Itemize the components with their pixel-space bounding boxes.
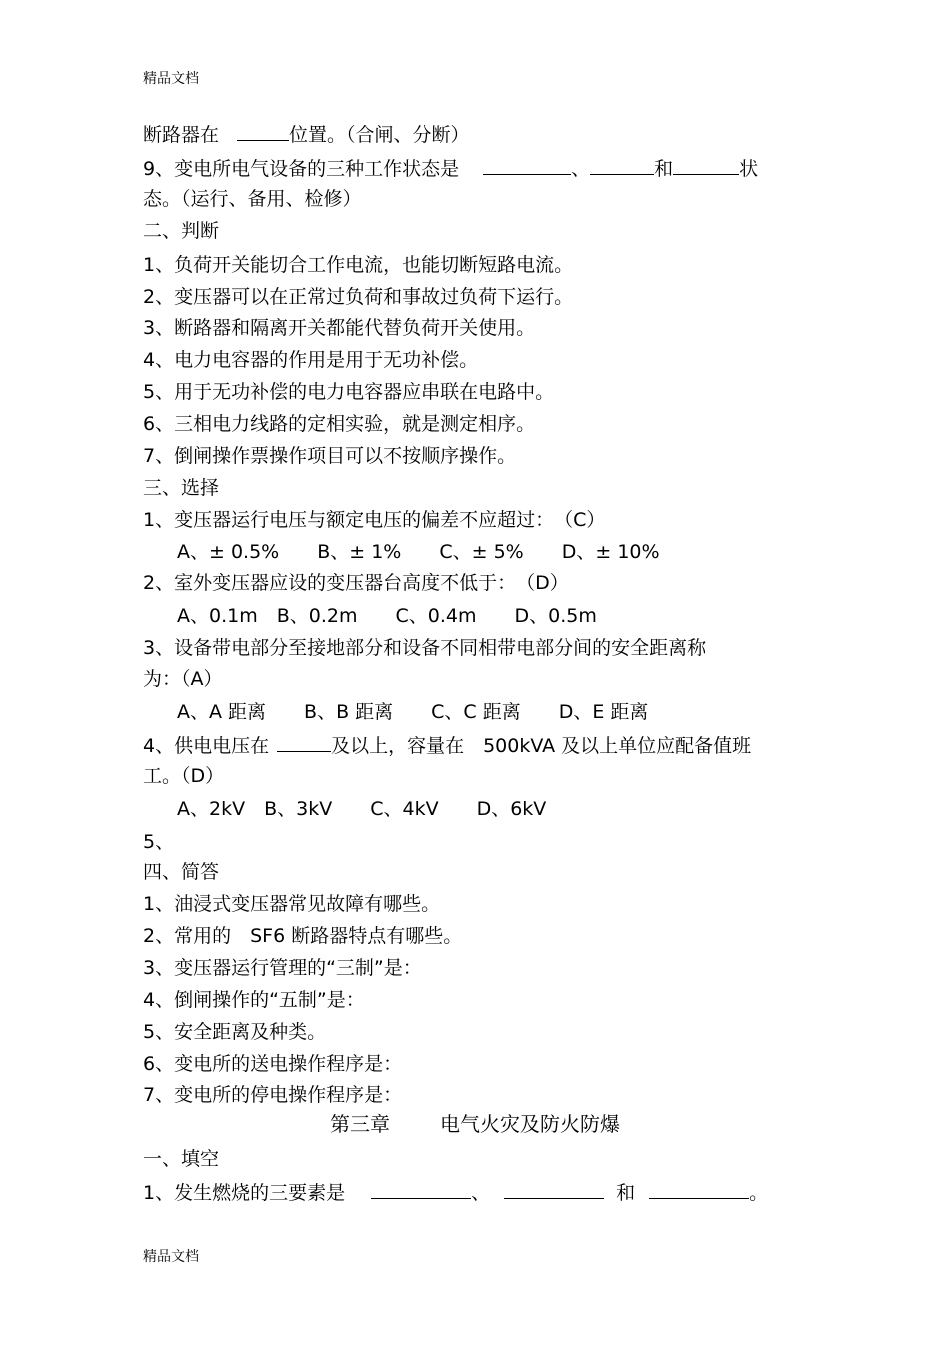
choice-1: 1、变压器运行电压与额定电压的偏差不应超过： （C） <box>143 509 606 531</box>
choice-2: 2、室外变压器应设的变压器台高度不低于： （D） <box>143 572 569 594</box>
fill-1-and: 和 <box>616 1182 636 1204</box>
judge-4: 4、电力电容器的作用是用于无功补偿。 <box>143 349 479 371</box>
fill-1-text-a: 1、发生燃烧的三要素是 <box>143 1182 346 1204</box>
judge-5: 5、用于无功补偿的电力电容器应串联在电路中。 <box>143 381 555 403</box>
section-short-answer: 四、简答 <box>143 861 220 883</box>
fill-1 <box>143 1180 768 1205</box>
answer-blank <box>590 156 654 175</box>
judge-7: 7、倒闸操作票操作项目可以不按顺序操作。 <box>143 445 517 467</box>
question-9 <box>143 156 758 181</box>
question-9-cont: 态。（运行、备用、检修） <box>143 188 362 210</box>
short-answer-1: 1、油浸式变压器常见故障有哪些。 <box>143 893 441 915</box>
choice-2-options: A、0.1m B、0.2m C、0.4m D、0.5m <box>177 605 597 627</box>
section-judge: 二、判断 <box>143 220 220 242</box>
judge-3: 3、断路器和隔离开关都能代替负荷开关使用。 <box>143 317 536 339</box>
answer-blank <box>277 733 331 752</box>
answer-blank <box>237 122 289 141</box>
chapter-title: 电气火灾及防火防爆 <box>440 1112 620 1136</box>
short-answer-3: 3、变压器运行管理的“三制”是： <box>143 957 422 979</box>
page-header: 精品文档 <box>143 71 199 87</box>
answer-blank <box>649 1180 749 1199</box>
choice-3-cont: 为：（A） <box>143 668 223 690</box>
q9-text-a: 9、变电所电气设备的三种工作状态是 <box>143 158 460 180</box>
choice-4-cont: 工。（D） <box>143 765 225 787</box>
q8-text-a: 断路器在 <box>143 124 220 146</box>
q9-sep: 、 <box>571 158 591 180</box>
choice-4 <box>143 733 751 758</box>
choice-4-text-a: 4、供电电压在 <box>143 735 270 757</box>
judge-1: 1、负荷开关能切合工作电流，也能切断短路电流。 <box>143 254 574 276</box>
answer-blank <box>483 156 571 175</box>
section-choice: 三、选择 <box>143 477 220 499</box>
choice-3: 3、设备带电部分至接地部分和设备不同相带电部分间的安全距离称 <box>143 637 707 659</box>
question-8-cont <box>143 122 470 147</box>
judge-6: 6、三相电力线路的定相实验，就是测定相序。 <box>143 413 536 435</box>
choice-4-options: A、2kV B、3kV C、4kV D、6kV <box>177 798 547 820</box>
choice-1-options: A、± 0.5% B、± 1% C、± 5% D、± 10% <box>177 541 660 563</box>
answer-blank <box>371 1180 471 1199</box>
choice-3-options: A、A 距离 B、B 距离 C、C 距离 D、E 距离 <box>177 701 649 723</box>
judge-2: 2、变压器可以在正常过负荷和事故过负荷下运行。 <box>143 286 574 308</box>
short-answer-7: 7、变电所的停电操作程序是： <box>143 1084 403 1106</box>
short-answer-4: 4、倒闸操作的“五制”是： <box>143 989 365 1011</box>
answer-blank <box>673 156 739 175</box>
choice-5: 5、 <box>143 831 175 853</box>
q9-and: 和 <box>654 158 674 180</box>
fill-1-sep: 、 <box>471 1182 491 1204</box>
fill-1-end: 。 <box>749 1182 769 1204</box>
short-answer-2: 2、常用的 SF6 断路器特点有哪些。 <box>143 925 463 947</box>
short-answer-5: 5、安全距离及种类。 <box>143 1021 327 1043</box>
q8-text-b: 位置。（合闸、分断） <box>289 124 470 146</box>
short-answer-6: 6、变电所的送电操作程序是： <box>143 1053 403 1075</box>
choice-4-text-b: 及以上，容量在 500kVA 及以上单位应配备值班 <box>331 735 752 757</box>
q9-text-d: 状 <box>739 158 759 180</box>
chapter-heading <box>0 1111 950 1137</box>
page-footer: 精品文档 <box>143 1249 199 1265</box>
answer-blank <box>504 1180 604 1199</box>
section-fill: 一、填空 <box>143 1148 220 1170</box>
chapter-number: 第三章 <box>330 1112 390 1136</box>
